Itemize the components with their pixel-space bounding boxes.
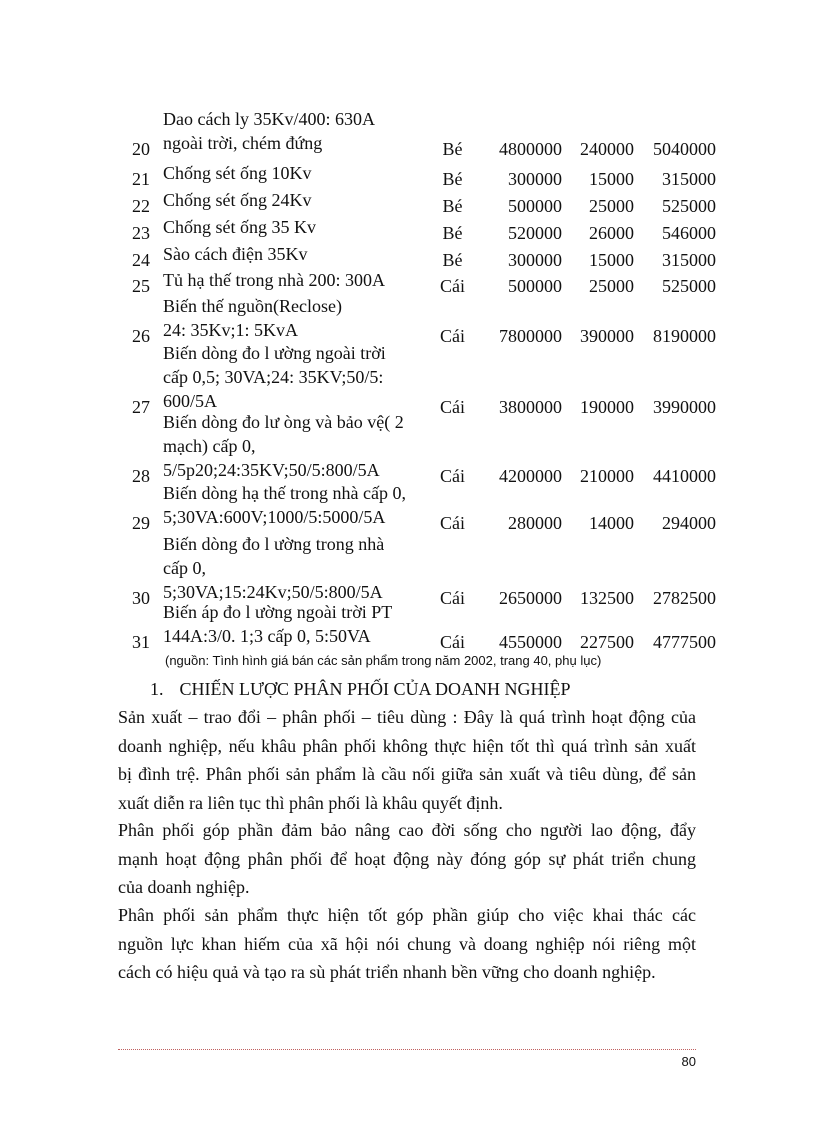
row-number: 24 [132, 250, 150, 270]
unit: Bé [442, 250, 463, 270]
row-number: 31 [132, 632, 150, 652]
vat-amount: 132500 [580, 588, 634, 608]
unit-price: 4800000 [499, 139, 562, 159]
unit-price: 280000 [508, 513, 562, 533]
item-name-line: 24: 35Kv;1: 5KvA [163, 320, 298, 340]
vat-amount: 190000 [580, 397, 634, 417]
unit-price: 2650000 [499, 588, 562, 608]
paragraph-line: doanh nghiệp, nếu khâu phân phối không thực hiện tốt thì quá trình sản xuất [118, 735, 696, 756]
vat-amount: 15000 [589, 250, 634, 270]
item-name-line: cấp 0,5; 30VA;24: 35KV;50/5: [163, 367, 384, 387]
section-number: 1. [150, 679, 164, 699]
item-name-line: cấp 0, [163, 558, 206, 578]
total-price: 8190000 [653, 326, 716, 346]
table-row [0, 341, 816, 417]
unit-price: 300000 [508, 169, 562, 189]
item-name-line: Tủ hạ thế trong nhà 200: 300A [163, 270, 385, 290]
row-number: 26 [132, 326, 150, 346]
item-name [163, 410, 425, 482]
item-name [163, 481, 425, 529]
table-row [0, 268, 816, 296]
table-row [0, 242, 816, 270]
paragraph-line: Phân phối góp phần đảm bảo nâng cao đời sống cho người lao động, đẩy [118, 820, 696, 840]
item-name [163, 294, 425, 342]
row-number: 22 [132, 196, 150, 216]
total-price: 4410000 [653, 466, 716, 486]
unit-price: 500000 [508, 276, 562, 296]
unit-price: 500000 [508, 196, 562, 216]
item-name-line: Chống sét ống 35 Kv [163, 217, 316, 237]
total-price: 525000 [662, 196, 716, 216]
row-number: 27 [132, 397, 150, 417]
item-name [163, 532, 425, 604]
item-name-line: Biến dòng đo l ường ngoài trời [163, 343, 386, 363]
item-name-line: ngoài trời, chém đứng [163, 133, 323, 153]
paragraph [118, 816, 696, 902]
total-price: 5040000 [653, 139, 716, 159]
item-name [163, 242, 425, 266]
row-number: 21 [132, 169, 150, 189]
item-name-line: 5/5p20;24:35KV;50/5:800/5A [163, 460, 380, 480]
vat-amount: 390000 [580, 326, 634, 346]
total-price: 525000 [662, 276, 716, 296]
row-number: 25 [132, 276, 150, 296]
vat-amount: 227500 [580, 632, 634, 652]
vat-amount: 25000 [589, 196, 634, 216]
item-name [163, 161, 425, 185]
vat-amount: 210000 [580, 466, 634, 486]
vat-amount: 240000 [580, 139, 634, 159]
item-name-line: Sào cách điện 35Kv [163, 244, 308, 264]
total-price: 546000 [662, 223, 716, 243]
item-name [163, 600, 425, 648]
table-row [0, 532, 816, 608]
table-row [0, 410, 816, 486]
table-row [0, 215, 816, 243]
item-name [163, 341, 425, 413]
item-name-line: Chống sét ống 24Kv [163, 190, 312, 210]
total-price: 315000 [662, 169, 716, 189]
paragraph [118, 703, 696, 817]
paragraph-line: xuất diễn ra liên tục thì phân phối là khâu quyết định. [118, 792, 503, 813]
section-heading [150, 679, 570, 700]
item-name-line: 5;30VA;15:24Kv;50/5:800/5A [163, 582, 383, 602]
item-name-line: 144A:3/0. 1;3 cấp 0, 5:50VA [163, 626, 371, 646]
row-number: 20 [132, 139, 150, 159]
paragraph [118, 901, 696, 987]
item-name-line: 5;30VA:600V;1000/5:5000/5A [163, 507, 386, 527]
table-row [0, 161, 816, 189]
item-name-line: Biến dòng hạ thế trong nhà cấp 0, [163, 483, 406, 503]
total-price: 315000 [662, 250, 716, 270]
unit: Cái [440, 397, 465, 417]
footer-divider [118, 1049, 696, 1050]
unit-price: 7800000 [499, 326, 562, 346]
item-name-line: mạch) cấp 0, [163, 436, 256, 456]
table-row [0, 481, 816, 533]
unit-price: 3800000 [499, 397, 562, 417]
unit: Bé [442, 139, 463, 159]
total-price: 2782500 [653, 588, 716, 608]
unit: Cái [440, 326, 465, 346]
item-name-line: Dao cách ly 35Kv/400: 630A [163, 109, 375, 129]
unit-price: 4200000 [499, 466, 562, 486]
item-name-line: Chống sét ống 10Kv [163, 163, 312, 183]
paragraph-line: bị đình trệ. Phân phối sản phẩm là cầu nối giữa sản xuất và tiêu dùng, để sản [118, 764, 696, 784]
paragraph-line: Phân phối sản phẩm thực hiện tốt góp phần giúp cho việc khai thác các [118, 905, 696, 925]
paragraph-line: nguồn lực khan hiếm của xã hội nói chung và doang nghiệp nói riêng một [118, 933, 696, 954]
item-name-line: 600/5A [163, 391, 217, 411]
unit: Cái [440, 466, 465, 486]
total-price: 3990000 [653, 397, 716, 417]
source-note: (nguồn: Tình hình giá bán các sản phẩm trong năm 2002, trang 40, phụ lục) [165, 653, 602, 668]
total-price: 294000 [662, 513, 716, 533]
unit: Cái [440, 513, 465, 533]
table-row [0, 294, 816, 346]
vat-amount: 26000 [589, 223, 634, 243]
row-number: 28 [132, 466, 150, 486]
unit: Bé [442, 169, 463, 189]
item-name-line: Biến dòng đo l ường trong nhà [163, 534, 385, 554]
vat-amount: 25000 [589, 276, 634, 296]
table-row [0, 107, 816, 159]
item-name [163, 188, 425, 212]
paragraph-line: mạnh hoạt động phân phối để hoạt động này đóng góp sự phát triển chung [118, 848, 696, 869]
paragraph-line: cách có hiệu quả và tạo ra sù phát triển nhanh bền vững cho doanh nghiệp. [118, 962, 656, 982]
page-number: 80 [681, 1054, 696, 1069]
vat-amount: 15000 [589, 169, 634, 189]
paragraph-line: của doanh nghiệp. [118, 877, 250, 897]
unit: Bé [442, 223, 463, 243]
total-price: 4777500 [653, 632, 716, 652]
table-row [0, 600, 816, 652]
unit: Cái [440, 588, 465, 608]
row-number: 30 [132, 588, 150, 608]
unit-price: 520000 [508, 223, 562, 243]
paragraph-line: Sản xuất – trao đổi – phân phối – tiêu dùng : Đây là quá trình hoạt động của [118, 707, 696, 727]
item-name [163, 215, 425, 239]
table-row [0, 188, 816, 216]
unit: Cái [440, 632, 465, 652]
item-name-line: Biến thế nguồn(Reclose) [163, 296, 342, 316]
unit-price: 300000 [508, 250, 562, 270]
unit: Cái [440, 276, 465, 296]
item-name-line: Biến dòng đo lư òng và bảo vệ( 2 [163, 412, 404, 432]
row-number: 23 [132, 223, 150, 243]
section-title: CHIẾN LƯỢC PHÂN PHỐI CỦA DOANH NGHIỆP [179, 679, 571, 699]
item-name [163, 107, 425, 155]
item-name-line: Biến áp đo l ường ngoài trời PT [163, 602, 393, 622]
vat-amount: 14000 [589, 513, 634, 533]
item-name [163, 268, 425, 292]
unit: Bé [442, 196, 463, 216]
unit-price: 4550000 [499, 632, 562, 652]
row-number: 29 [132, 513, 150, 533]
